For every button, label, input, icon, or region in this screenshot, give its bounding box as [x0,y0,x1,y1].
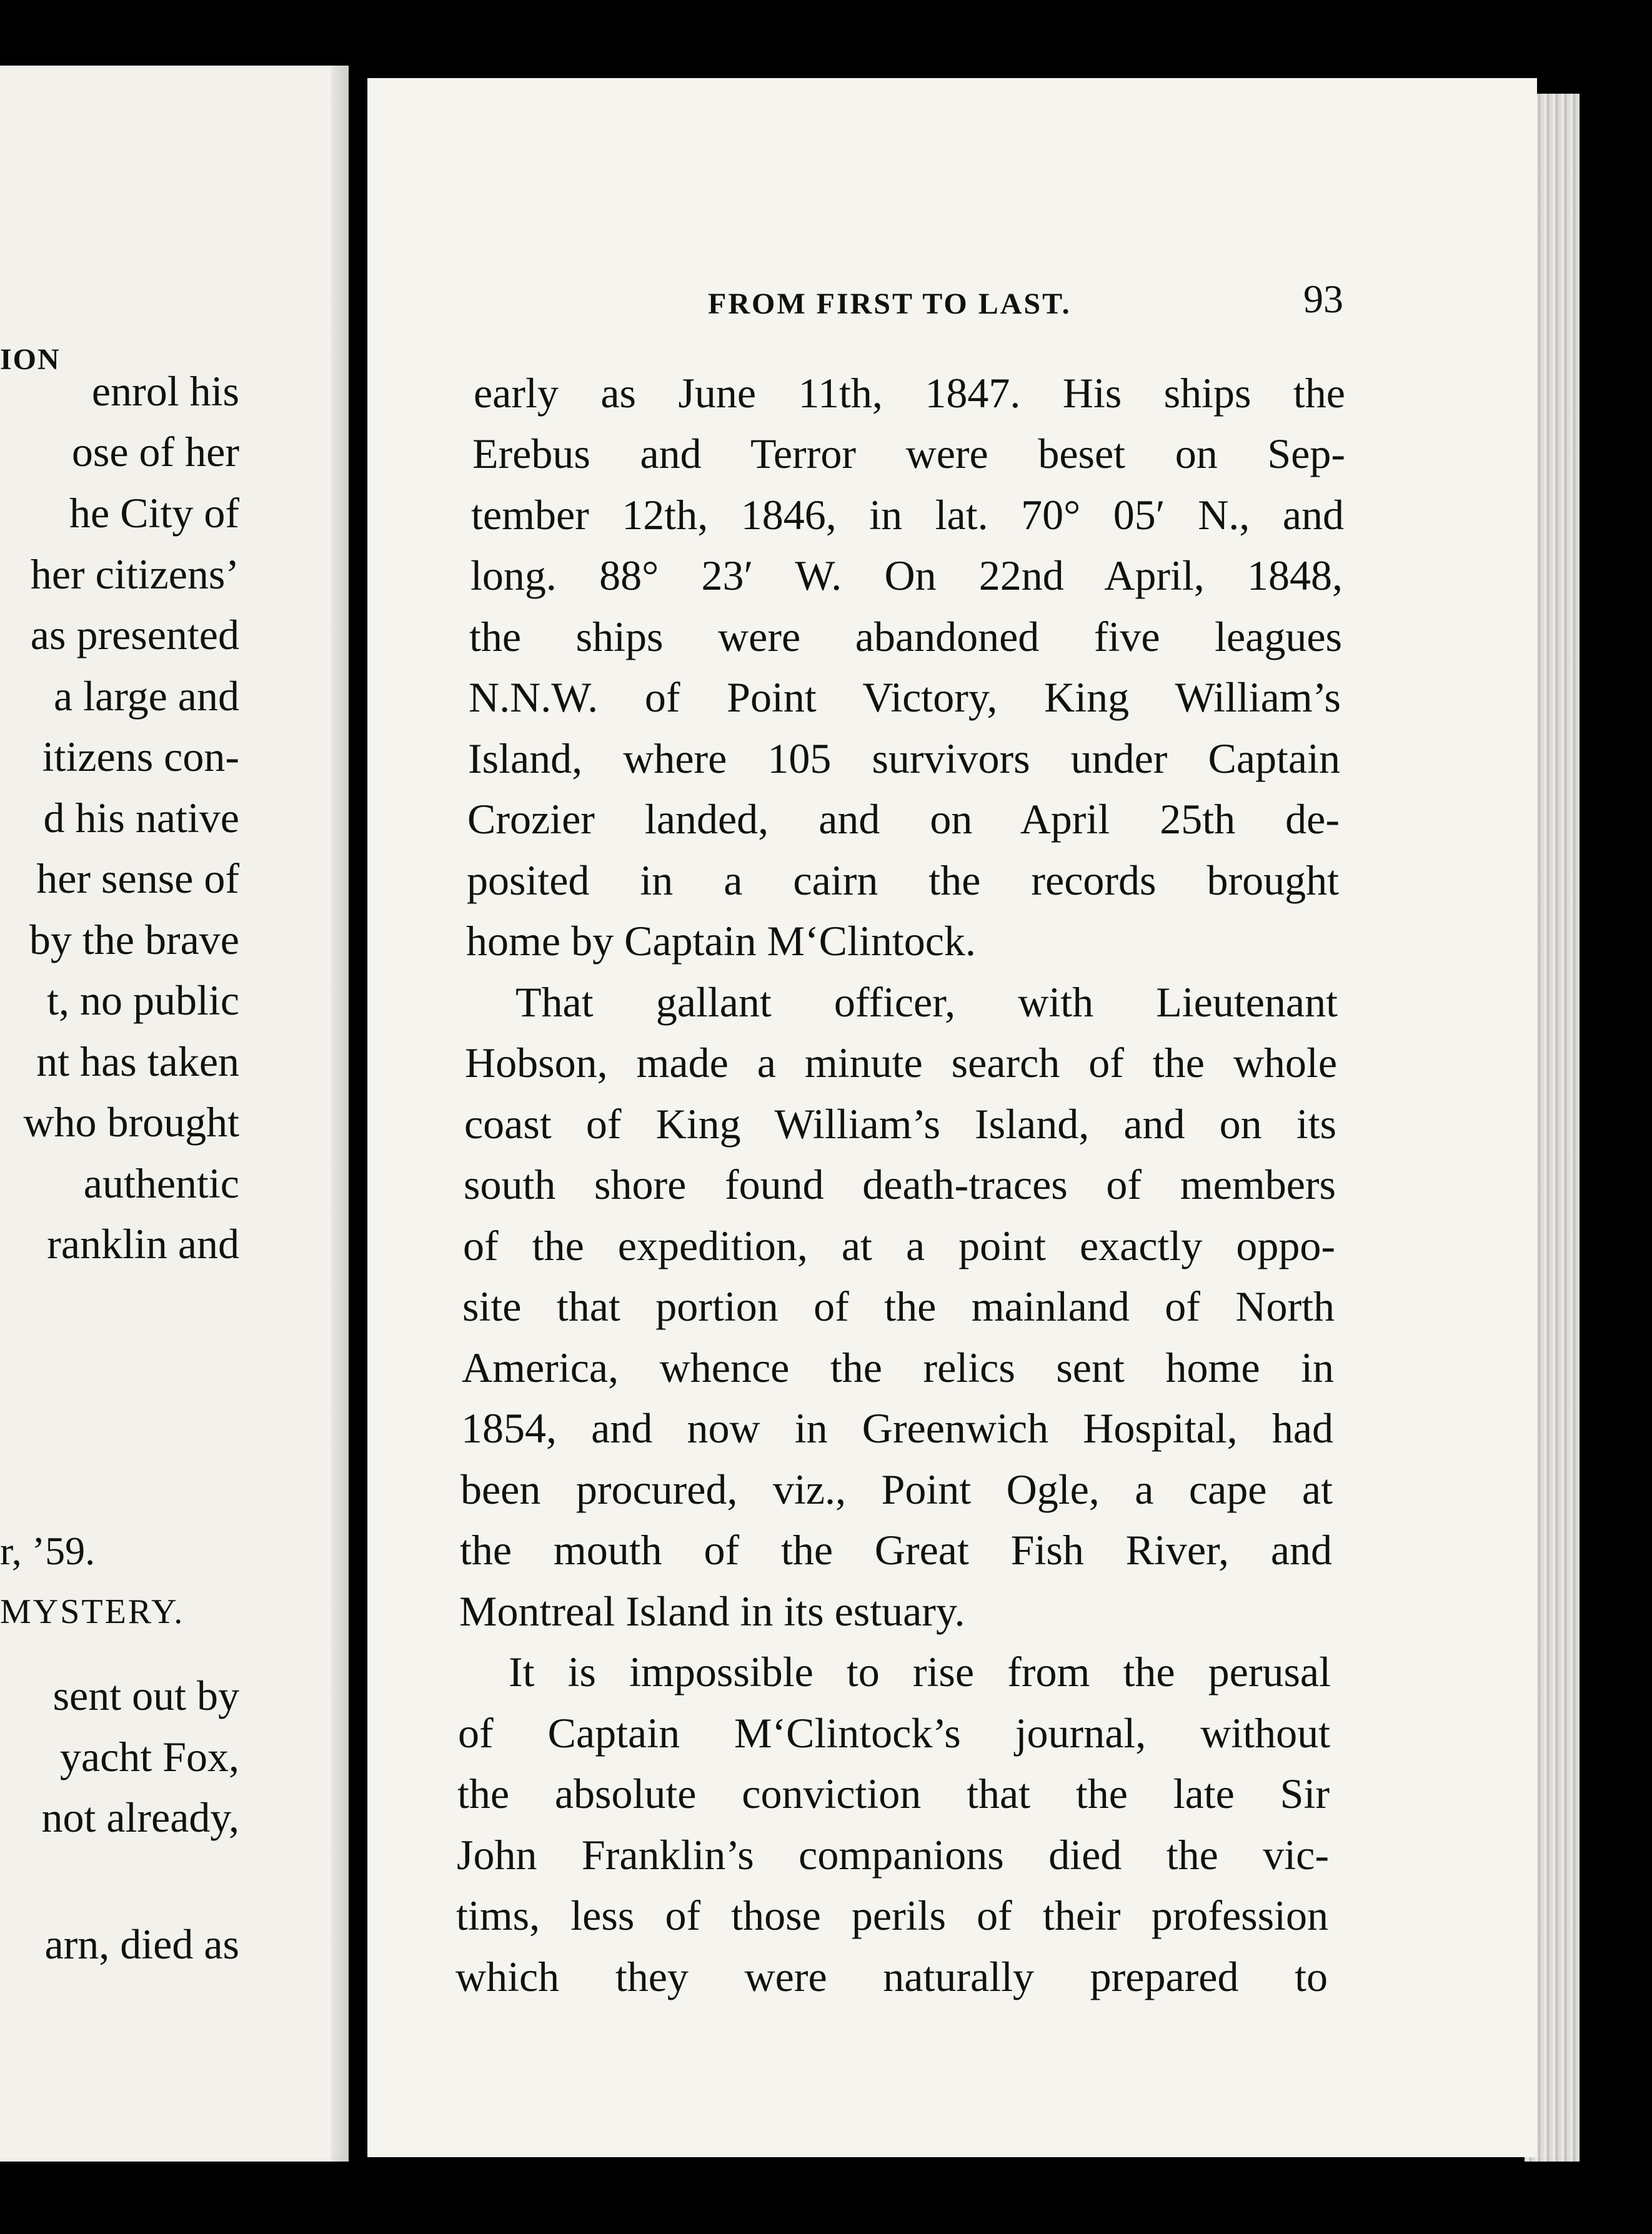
left-page [0,66,349,2162]
body-line: of Captain M‘Clintock’s journal, without [458,1709,1330,1757]
left-line: authentic [83,1159,239,1207]
body-line: long. 88° 23′ W. On 22nd April, 1848, [470,552,1343,599]
page-number: 93 [1303,277,1343,321]
left-line: not already, [41,1794,239,1841]
body-line: Hobson, made a minute search of the whole [465,1039,1337,1086]
left-line: who brought [23,1098,239,1146]
body-line: site that portion of the mainland of North [462,1283,1335,1330]
body-line: of the expedition, at a point exactly oppo- [463,1222,1335,1269]
body-line: Island, where 105 survivors under Captain [468,735,1340,782]
body-line: early as June 11th, 1847. His ships the [474,369,1345,417]
left-page-gutter [331,66,349,2162]
body-line: been procured, viz., Point Ogle, a cape at [460,1466,1333,1513]
body-line: the absolute conviction that the late Sir [457,1770,1330,1817]
left-line: ose of her [71,428,239,475]
left-line: enrol his [91,367,239,415]
left-line: sent out by [52,1672,239,1719]
left-line: he City of [69,489,239,537]
body-line: which they were naturally prepared to [455,1953,1328,2000]
left-line: as presented [30,611,239,658]
body-line: Erebus and Terror were beset on Sep- [472,430,1345,477]
right-page [367,78,1537,2157]
left-line: ranklin and [47,1220,239,1268]
body-line: N.N.W. of Point Victory, King William’s [469,673,1341,721]
body-line: John Franklin’s companions died the vic- [457,1831,1329,1879]
body-line: home by Captain M‘Clintock. [466,917,976,965]
body-line: It is impossible to rise from the perusal [509,1648,1331,1695]
left-line: arn, died as [44,1920,239,1968]
body-line: the mouth of the Great Fish River, and [460,1526,1332,1574]
left-year-line: r, ’59. [0,1529,96,1573]
body-line: posited in a cairn the records brought [467,856,1339,904]
left-line: t, no public [47,976,239,1024]
left-line: nt has taken [36,1038,239,1085]
body-line: 1854, and now in Greenwich Hospital, had [461,1404,1333,1452]
running-head: FROM FIRST TO LAST. [708,287,1072,320]
body-line: Crozier landed, and on April 25th de- [467,795,1340,843]
body-line: America, whence the relics sent home in [462,1344,1334,1391]
left-line: itizens con- [42,733,239,780]
body-line: the ships were abandoned five leagues [469,613,1342,660]
left-line: her citizens’ [30,550,239,598]
left-line: by the brave [29,916,239,963]
left-line: yacht Fox, [59,1733,239,1780]
body-line: That gallant officer, with Lieutenant [515,978,1338,1026]
body-line: Montreal Island in its estuary. [459,1587,965,1635]
left-section-heading: MYSTERY. [0,1592,185,1631]
body-line: tember 12th, 1846, in lat. 70° 05′ N., and [471,491,1344,539]
left-line: her sense of [36,855,239,902]
body-line: south shore found death-traces of members [464,1161,1336,1208]
left-line: d his native [43,794,239,841]
body-line: coast of King William’s Island, and on its [464,1100,1336,1148]
left-line: a large and [53,672,239,720]
left-running-head: ION [0,343,61,376]
body-line: tims, less of those perils of their profession [456,1892,1328,1939]
